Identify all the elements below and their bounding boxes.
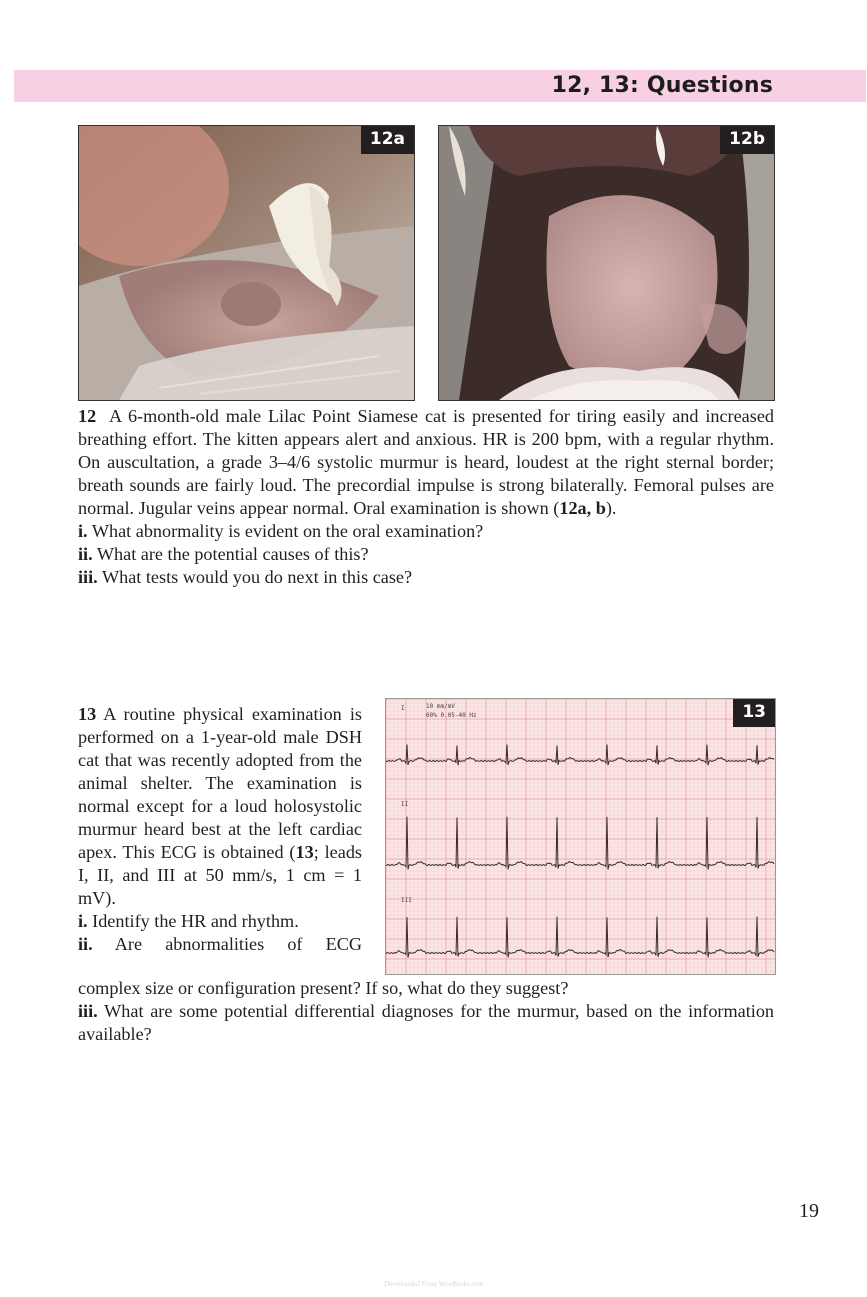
part-marker: iii. <box>78 1001 98 1021</box>
ecg-lead-label: II <box>401 801 409 808</box>
question-13-part-ii-end: complex size or configuration present? If so, what do they suggest? <box>78 978 569 998</box>
part-text: What are the potential causes of this? <box>96 544 369 564</box>
figure-13-ecg <box>385 698 776 975</box>
part-text: Identify the HR and rhythm. <box>92 911 299 931</box>
question-12-stem <box>78 405 774 520</box>
part-marker: iii. <box>78 567 98 587</box>
ecg-lead-label: III <box>401 897 412 904</box>
ecg-lead-label: I <box>401 705 405 712</box>
part-text: What abnormality is evident on the oral examination? <box>91 521 484 541</box>
figure-12b-label: 12b <box>720 126 774 154</box>
question-12-part-i <box>78 520 774 543</box>
ecg-filter-text: 60% 0.05-40 Hz <box>426 712 477 719</box>
part-marker: i. <box>78 911 88 931</box>
part-marker: i. <box>78 521 88 541</box>
page-title: 12, 13: Questions <box>551 73 773 98</box>
figure-12a-label: 12a <box>361 126 414 154</box>
figure-12b-photo <box>438 125 775 401</box>
question-12-stem-end: ). <box>605 498 617 518</box>
figure-13-label: 13 <box>733 699 775 727</box>
question-13-column <box>78 703 362 956</box>
question-13-stem <box>78 703 362 910</box>
part-text: What are some potential differential diagnoses for the murmur, based on the information available? <box>78 1001 775 1044</box>
question-13-stem-text: A routine physical examination is performed on a 1-year-old male DSH cat that was recently adopted from the animal shelter. The examination is normal except for a loud holosystolic murmur heard best at the left cardiac apex. This ECG is obtained ( <box>78 704 362 862</box>
part-marker: ii. <box>78 934 93 954</box>
question-13-part-iii <box>78 1000 774 1046</box>
question-12-part-iii <box>78 566 774 589</box>
cat-mouth-gum-image <box>79 126 414 400</box>
question-13-number: 13 <box>78 704 97 724</box>
part-text: Are abnormalities of ECG <box>114 934 362 954</box>
question-13-figure-ref: 13 <box>295 842 314 862</box>
ecg-lead-trace <box>386 917 774 958</box>
page-number: 19 <box>799 1200 819 1222</box>
figure-12a-photo <box>78 125 415 401</box>
part-marker: ii. <box>78 544 93 564</box>
question-13-part-ii-start <box>78 933 362 956</box>
question-13-part-i <box>78 910 362 933</box>
ecg-strip <box>386 699 775 974</box>
cat-open-mouth-tongue-image <box>439 126 774 400</box>
question-13-continued <box>78 977 774 1046</box>
question-12-number: 12 <box>78 406 97 426</box>
part-text: What tests would you do next in this case? <box>101 567 413 587</box>
question-12-figure-ref: 12a, b <box>559 498 606 518</box>
question-12 <box>78 405 774 589</box>
question-13-stem-end: ; leads I, II, and III at 50 mm/s, 1 cm = 1 mV). <box>78 842 362 908</box>
ecg-grid <box>386 699 775 974</box>
question-12-stem-text: A 6-month-old male Lilac Point Siamese cat is presented for tiring easily and increased breathing effort. The kitten appears alert and anxious. HR is 200 bpm, with a regular rhythm. On auscultation, a grade 3–4/6 systolic murmur is heard, loudest at the right sternal border; breath sounds are fairly loud. The precordial impulse is strong bilaterally. Femoral pulses are normal. Jugular veins appear normal. Oral examination is shown ( <box>78 406 775 518</box>
footer-watermark: Downloaded From Vet-eBooks.com <box>383 1280 484 1288</box>
question-12-part-ii <box>78 543 774 566</box>
ecg-scale-text: 10 mm/mV <box>426 703 455 710</box>
